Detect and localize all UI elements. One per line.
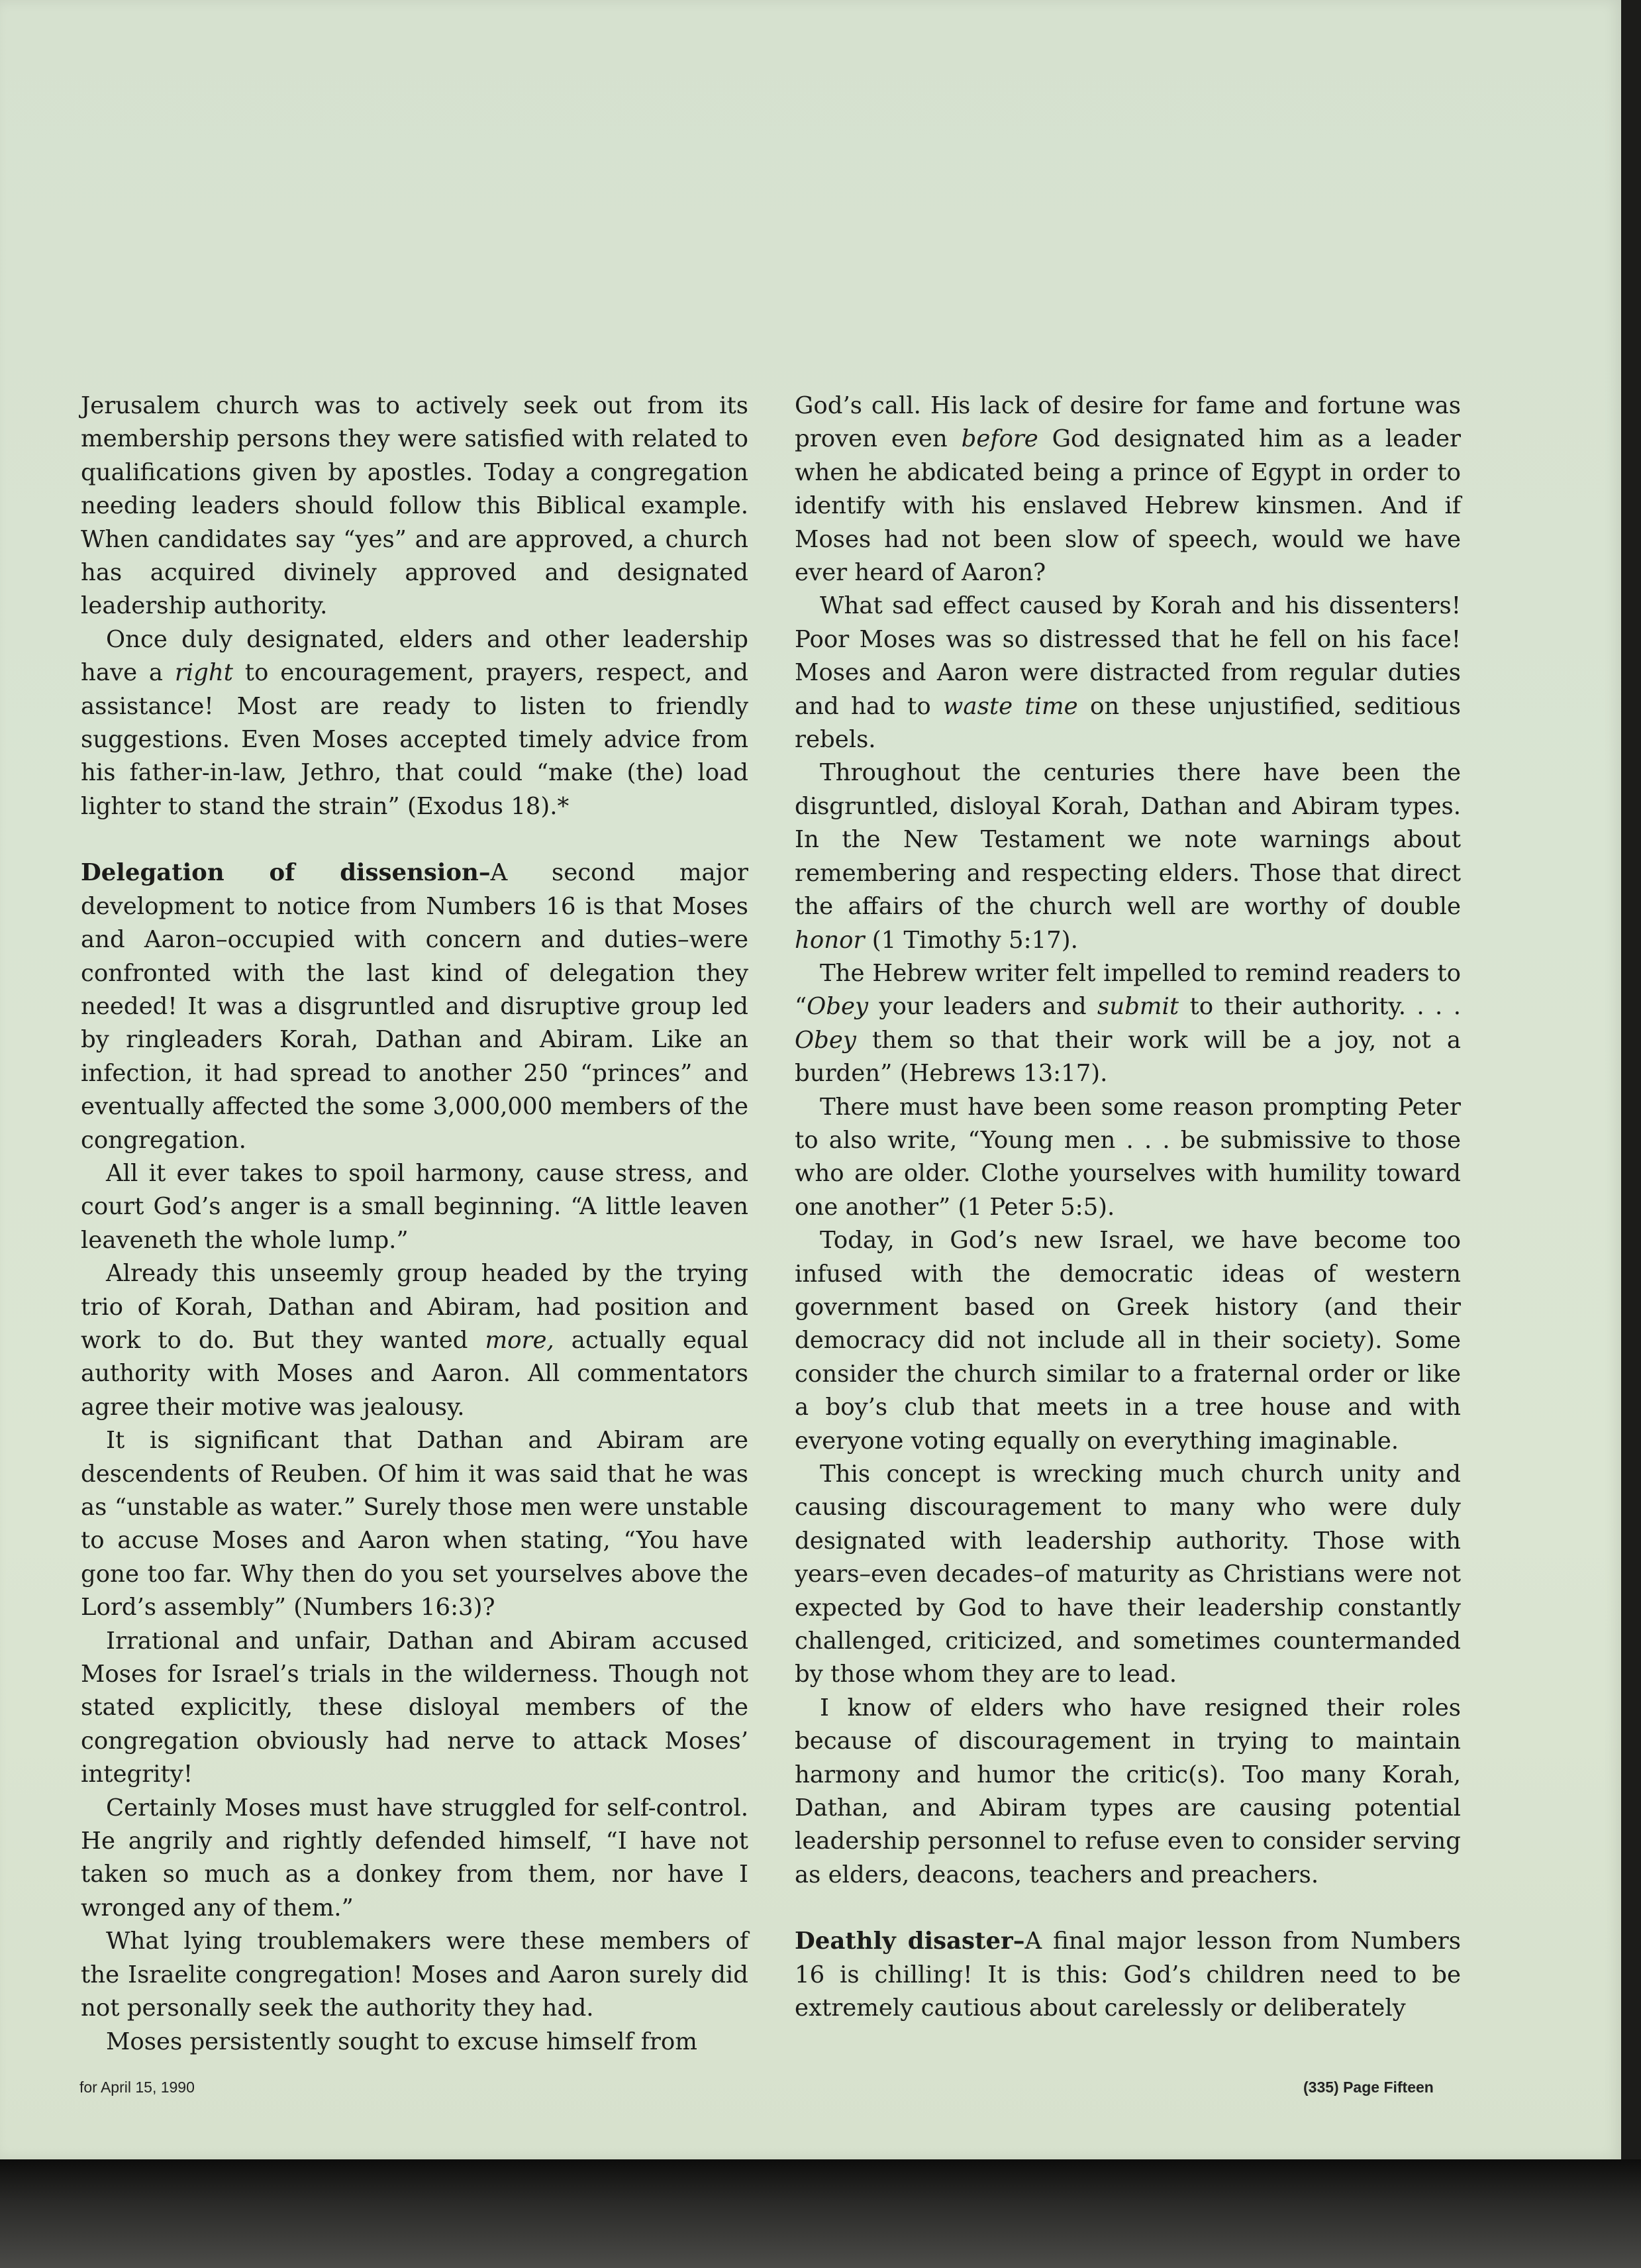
paragraph: This concept is wrecking much church unity and causing discouragement to many who were duly designated with leadership authority. Those with years–even decades–of maturity as Christians were not expected by God to have their leadership constantly challenged, criticized, and sometimes countermanded by those whom they are to lead. <box>795 1461 1461 1688</box>
paragraph: God’s call. His lack of desire for fame and fortune was proven even before God designated him as a leader when he abdicated being a prince of Egypt in order to identify with his enslaved Hebrew kinsmen. And if Moses had not been slow of speech, would we have ever heard of Aaron? <box>795 392 1461 587</box>
paragraph: Once duly designated, elders and other leadership have a right to encouragement, prayers, respect, and assistance! Most are ready to listen to friendly suggestions. Even Moses accepted timely advice from his father-in-law, Jethro, that could “make (the) load lighter to stand the strain” (Exodus 18).* <box>81 625 748 820</box>
paragraph: Moses persistently sought to excuse himself from <box>106 2028 697 2055</box>
paragraph: Jerusalem church was to actively seek out from its membership persons they were satisfied with related to qualifications given by apostles. Today a congregation needing leaders should follow this Biblical example. When candidates say “yes” and are approved, a church has acquired divinely approved and designated leadership authority. <box>81 392 748 620</box>
paragraph: All it ever takes to spoil harmony, cause stress, and court God’s anger is a small beginning. “A little leaven leaveneth the whole lump.” <box>81 1159 748 1254</box>
paragraph: Already this unseemly group headed by the trying trio of Korah, Dathan and Abiram, had position and work to do. But they wanted more, actually equal authority with Moses and Aaron. All commentators agree their motive was jealousy. <box>81 1260 748 1421</box>
paragraph: Irrational and unfair, Dathan and Abiram accused Moses for Israel’s trials in the wilderness. Though not stated explicitly, these disloyal members of the congregation obviously had nerve to attack Moses’ integrity! <box>81 1627 748 1788</box>
section-heading: Deathly disaster– <box>795 1928 1025 1955</box>
footer-page-number: (335) Page Fifteen <box>1303 2079 1434 2096</box>
section-paragraph-deathly-disaster: Deathly disaster–A final major lesson from Numbers 16 is chilling! It is this: God’s children need to be extremely cautious about carelessly or deliberately <box>795 1928 1461 2022</box>
paragraph: Today, in God’s new Israel, we have become too infused with the democratic ideas of western government based on Greek history (and their democracy did not include all in their society). Some consider the church similar to a fraternal order or like a boy’s club that meets in a tree house and with everyone voting equally on everything imaginable. <box>795 1227 1461 1455</box>
paragraph: What sad effect caused by Korah and his dissenters! Poor Moses was so distressed that he fell on his face! Moses and Aaron were distracted from regular duties and had to waste time on these unjustified, seditious rebels. <box>795 592 1461 754</box>
footer-date: for April 15, 1990 <box>79 2079 195 2096</box>
paragraph: What lying troublemakers were these members of the Israelite congregation! Moses and Aaron surely did not personally seek the authority they had. <box>81 1928 748 2022</box>
paragraph: Certainly Moses must have struggled for self-control. He angrily and rightly defended himself, “I have not taken so much as a donkey from them, nor have I wronged any of them.” <box>81 1794 748 1922</box>
left-column <box>81 389 748 2059</box>
section-paragraph-delegation: Delegation of dissension–A second major development to notice from Numbers 16 is that Moses and Aaron–occupied with concern and duties–were confronted with the last kind of delegation they needed! It was a disgruntled and disruptive group led by ringleaders Korah, Dathan and Abiram. Like an infection, it had spread to another 250 “princes” and eventually affected the some 3,000,000 members of the congregation. <box>81 859 748 1154</box>
right-column <box>795 389 1461 2026</box>
section-heading: Delegation of dissension– <box>81 859 491 887</box>
paragraph: Throughout the centuries there have been the disgruntled, disloyal Korah, Dathan and Abiram types. In the New Testament we note warnings about remembering and respecting elders. Those that direct the affairs of the church well are worthy of double honor (1 Timothy 5:17). <box>795 759 1461 954</box>
paragraph: There must have been some reason prompting Peter to also write, “Young men . . . be submissive to those who are older. Clothe yourselves with humility toward one another” (1 Peter 5:5). <box>795 1093 1461 1221</box>
paragraph: It is significant that Dathan and Abiram are descendents of Reuben. Of him it was said that he was as “unstable as water.” Surely those men were unstable to accuse Moses and Aaron when stating, “You have gone too far. Why then do you set yourselves above the Lord’s assembly” (Numbers 16:3)? <box>81 1427 748 1622</box>
paragraph: I know of elders who have resigned their roles because of discouragement in trying to maintain harmony and humor the critic(s). Too many Korah, Dathan, and Abiram types are causing potential leadership personnel to refuse even to consider serving as elders, deacons, teachers and preachers. <box>795 1694 1461 1888</box>
paragraph: The Hebrew writer felt impelled to remind readers to “Obey your leaders and submit to their authority. . . . Obey them so that their work will be a joy, not a burden” (Hebrews 13:17). <box>795 959 1461 1088</box>
scan-bottom-edge <box>0 2159 1641 2268</box>
